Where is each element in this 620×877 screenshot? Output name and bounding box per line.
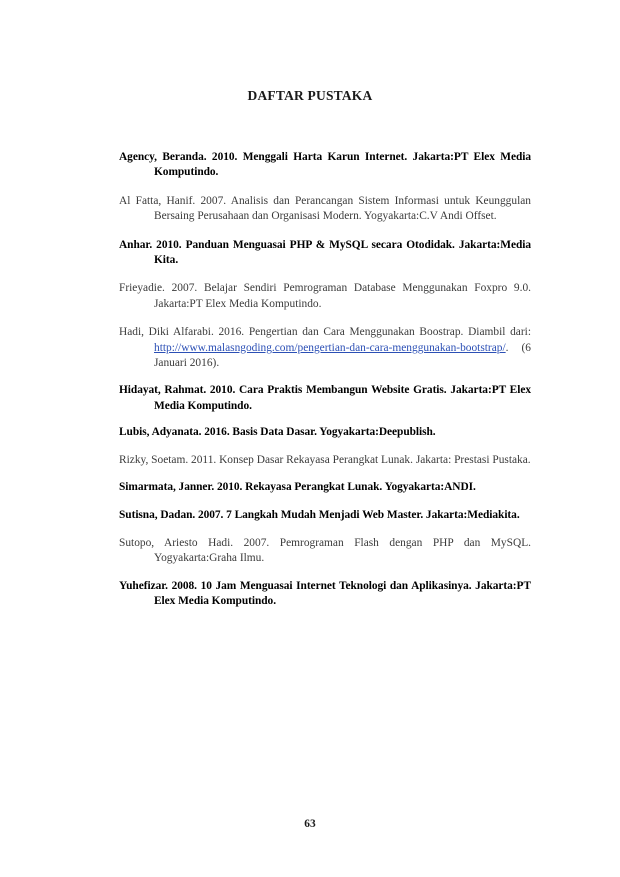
reference-text: Lubis, Adyanata. 2016. Basis Data Dasar. Yogyakarta:Deepublish.: [119, 426, 436, 439]
reference-text: Hidayat, Rahmat. 2010. Cara Praktis Membangun Website Gratis. Jakarta:PT Elex Media Komputindo.: [119, 384, 531, 412]
reference-entry: [119, 194, 531, 225]
reference-entry: [119, 425, 531, 440]
reference-entry: [119, 453, 531, 468]
reference-entry: [119, 536, 531, 567]
reference-entry: [119, 579, 531, 610]
reference-entry: [119, 281, 531, 312]
reference-text: Yuhefizar. 2008. 10 Jam Menguasai Internet Teknologi dan Aplikasinya. Jakarta:PT Elex Media Komputindo.: [119, 579, 531, 608]
reference-text: Frieyadie. 2007. Belajar Sendiri Pemrograman Database Menggunakan Foxpro 9.0. Jakarta:PT Elex Media Komputindo.: [119, 282, 531, 310]
reference-entry: [119, 325, 531, 371]
reference-text: Rizky, Soetam. 2011. Konsep Dasar Rekayasa Perangkat Lunak. Jakarta: Prestasi Pustaka.: [119, 453, 531, 466]
reference-text: Anhar. 2010. Panduan Menguasai PHP & MySQL secara Otodidak. Jakarta:Media Kita.: [119, 238, 531, 267]
reference-access-date: . (6 Januari 2016).: [154, 341, 531, 370]
reference-entry: [119, 508, 531, 523]
reference-text: Agency, Beranda. 2010. Menggali Harta Karun Internet. Jakarta:PT Elex Media Komputindo.: [119, 151, 531, 179]
page-title: DAFTAR PUSTAKA: [247, 88, 373, 103]
reference-list: [119, 150, 531, 610]
reference-entry: [119, 480, 531, 495]
reference-entry: [119, 150, 531, 181]
page-number: 63: [304, 818, 316, 830]
reference-entry: [119, 383, 531, 414]
reference-text: Al Fatta, Hanif. 2007. Analisis dan Perancangan Sistem Informasi untuk Keunggulan Bersaing Perusahaan dan Organisasi Modern. Yogyakarta:C.V Andi Offset.: [119, 194, 531, 223]
reference-link[interactable]: http://www.malasngoding.com/pengertian-dan-cara-menggunakan-bootstrap/: [154, 341, 506, 354]
reference-text: Sutisna, Dadan. 2007. 7 Langkah Mudah Menjadi Web Master. Jakarta:Mediakita.: [119, 508, 520, 521]
reference-entry: [119, 238, 531, 269]
reference-text: Sutopo, Ariesto Hadi. 2007. Pemrograman Flash dengan PHP dan MySQL. Yogyakarta:Graha Ilmu.: [119, 536, 531, 565]
reference-text: Hadi, Diki Alfarabi. 2016. Pengertian dan Cara Menggunakan Boostrap. Diambil dari:: [119, 326, 531, 339]
reference-text: Simarmata, Janner. 2010. Rekayasa Perangkat Lunak. Yogyakarta:ANDI.: [119, 481, 476, 494]
